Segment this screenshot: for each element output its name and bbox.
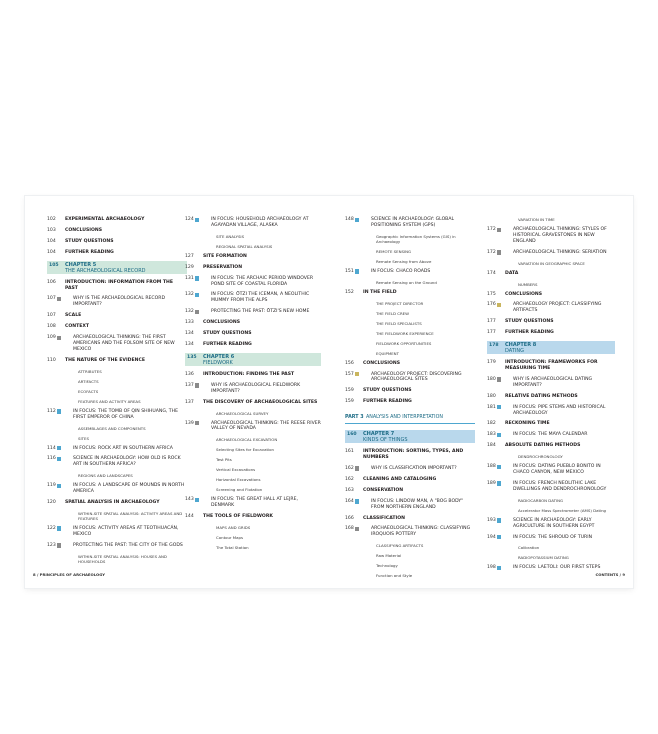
toc-entry[interactable] xyxy=(47,228,187,234)
feature-marker-icon xyxy=(195,310,199,314)
toc-subentry[interactable]: Vertical Excavations xyxy=(216,467,256,473)
toc-entry[interactable] xyxy=(185,320,321,326)
toc-entry[interactable] xyxy=(345,516,475,522)
toc-entry[interactable] xyxy=(345,361,475,367)
page-number: 177 xyxy=(487,319,496,325)
feature-marker-icon xyxy=(195,383,199,387)
feature-marker-icon xyxy=(57,526,61,530)
page-number: 137 xyxy=(185,382,194,388)
chapter-number: CHAPTER 5 xyxy=(65,261,97,268)
toc-subentry[interactable]: FEATURES AND ACTIVITY AREAS xyxy=(78,398,141,404)
toc-entry[interactable] xyxy=(47,324,187,330)
chapter-heading[interactable] xyxy=(185,353,321,366)
page-number: 194 xyxy=(487,534,496,540)
entry-title: WHY IS ARCHAEOLOGICAL FIELDWORK IMPORTANT? xyxy=(211,382,301,394)
entry-title: CONSERVATION xyxy=(363,487,404,493)
page-number: 166 xyxy=(345,515,354,521)
toc-entry[interactable] xyxy=(185,331,321,337)
page-number: 104 xyxy=(47,249,56,255)
feature-marker-icon xyxy=(195,218,199,222)
toc-column-4 xyxy=(487,217,615,576)
page-number: 162 xyxy=(345,465,354,471)
toc-subentry[interactable]: The Total Station xyxy=(216,545,249,551)
toc-entry[interactable] xyxy=(345,449,475,461)
toc-entry[interactable] xyxy=(47,409,187,421)
page-number: 180 xyxy=(487,376,496,382)
chapter-page-number: 178 xyxy=(489,343,499,349)
page-number: 189 xyxy=(487,480,496,486)
entry-title: IN FOCUS: THE TOMB OF QIN SHIHUANG, THE FIRST EMPEROR OF CHINA xyxy=(73,408,178,420)
entry-title: ARCHAEOLOGICAL THINKING: CLASSIFYING IROQUOIS POTTERY xyxy=(371,526,471,538)
toc-entry[interactable] xyxy=(345,399,475,405)
entry-title: SCIENCE IN ARCHAEOLOGY: GLOBAL POSITIONING SYSTEM (GPS) xyxy=(371,217,455,228)
toc-entry[interactable] xyxy=(47,358,187,364)
toc-entry[interactable] xyxy=(487,227,615,245)
toc-entry[interactable] xyxy=(487,518,615,530)
entry-title: INTRODUCTION: INFORMATION FROM THE PAST xyxy=(65,279,174,291)
toc-entry[interactable] xyxy=(185,254,321,260)
feature-marker-icon xyxy=(57,543,61,547)
entry-title: ARCHAEOLOGICAL THINKING: THE FIRST AMERICANS AND THE FOLSOM SITE OF NEW MEXICO xyxy=(73,335,175,352)
entry-title: FURTHER READING xyxy=(363,399,412,405)
entry-title: STUDY QUESTIONS xyxy=(203,331,252,337)
feature-marker-icon xyxy=(57,297,61,301)
entry-title: PROTECTING THE PAST: ÖTZI'S NEW HOME xyxy=(211,309,310,315)
toc-subentry[interactable]: WITHIN-SITE SPATIAL ANALYSIS: HOUSES AND HOUSEHOLDS xyxy=(78,553,167,564)
toc-subentry[interactable]: Technology xyxy=(376,563,398,569)
page-number: 163 xyxy=(345,487,354,493)
page-number: 179 xyxy=(487,360,496,366)
toc-entry[interactable] xyxy=(487,421,615,427)
page-number: 114 xyxy=(47,445,56,451)
toc-column-3 xyxy=(345,217,475,583)
toc-entry[interactable] xyxy=(487,394,615,400)
page-number: 107 xyxy=(47,296,56,302)
toc-entry[interactable] xyxy=(47,296,187,308)
entry-title: IN FOCUS: LINDOW MAN, A "BOG BODY" FROM NORTHERN ENGLAND xyxy=(371,498,464,510)
toc-subentry[interactable]: ARCHAEOLOGICAL SURVEY xyxy=(216,410,269,416)
toc-entry[interactable] xyxy=(487,377,615,389)
entry-title: IN FOCUS: THE MAYA CALENDAR xyxy=(513,432,588,438)
page-number: 198 xyxy=(487,565,496,571)
toc-subentry[interactable]: Selecting Sites for Excavation xyxy=(216,447,274,453)
page-number: 120 xyxy=(47,500,56,506)
feature-marker-icon xyxy=(497,465,501,469)
page-number: 104 xyxy=(47,238,56,244)
page-number: 188 xyxy=(487,464,496,470)
page-number: 175 xyxy=(487,291,496,297)
entry-title: WHY IS THE ARCHAEOLOGICAL RECORD IMPORTANT? xyxy=(73,296,165,308)
toc-subentry[interactable]: Remote Sensing from Above xyxy=(376,258,432,264)
feature-marker-icon xyxy=(497,405,501,409)
feature-marker-icon xyxy=(355,466,359,470)
chapter-number: CHAPTER 7 xyxy=(363,431,395,438)
toc-entry[interactable] xyxy=(185,372,321,378)
page-number: 152 xyxy=(345,289,354,295)
page-number: 137 xyxy=(185,399,194,405)
toc-entry[interactable] xyxy=(345,466,475,472)
toc-entry[interactable] xyxy=(345,477,475,483)
entry-title: SCIENCE IN ARCHAEOLOGY: HOW OLD IS ROCK ART IN SOUTHERN AFRICA? xyxy=(73,456,181,468)
feature-marker-icon xyxy=(355,527,359,531)
chapter-page-number: 135 xyxy=(187,354,197,360)
feature-marker-icon xyxy=(355,218,359,222)
entry-title: DATA xyxy=(505,270,519,276)
page-number: 139 xyxy=(185,420,194,426)
feature-marker-icon xyxy=(497,433,501,437)
entry-title: ABSOLUTE DATING METHODS xyxy=(505,443,581,449)
toc-subentry[interactable]: REMOTE SENSING xyxy=(376,248,412,254)
page-number: 109 xyxy=(47,335,56,341)
entry-title: INTRODUCTION: FINDING THE PAST xyxy=(203,371,295,377)
page-number: 102 xyxy=(47,217,56,222)
toc-subentry[interactable]: Remote Sensing on the Ground xyxy=(376,279,437,285)
page-number: 134 xyxy=(185,331,194,337)
entry-title: FURTHER READING xyxy=(505,330,554,336)
toc-entry[interactable] xyxy=(487,319,615,325)
toc-subentry[interactable]: ARTIFACTS xyxy=(78,378,99,384)
entry-title: CONCLUSIONS xyxy=(203,320,241,326)
entry-title: CONCLUSIONS xyxy=(505,291,543,297)
feature-marker-icon xyxy=(195,498,199,502)
entry-title: IN FOCUS: CHACO ROADS xyxy=(371,268,431,274)
toc-entry[interactable] xyxy=(185,265,321,271)
page-number: 131 xyxy=(185,275,194,281)
page-number: 133 xyxy=(185,320,194,326)
part-title: ANALYSIS AND INTERPRETATION xyxy=(366,415,443,421)
toc-entry[interactable] xyxy=(487,292,615,298)
feature-marker-icon xyxy=(497,566,501,570)
page-number: 177 xyxy=(487,330,496,336)
toc-entry[interactable] xyxy=(487,250,615,256)
toc-subentry[interactable]: Accelerator Mass Spectrometer (AMS) Dating xyxy=(518,507,607,513)
entry-title: IN FOCUS: ROCK ART IN SOUTHERN AFRICA xyxy=(73,445,173,451)
chapter-heading[interactable] xyxy=(47,261,187,274)
entry-title: RELATIVE DATING METHODS xyxy=(505,393,578,399)
feature-marker-icon xyxy=(355,269,359,273)
toc-entry[interactable] xyxy=(47,335,187,353)
toc-subentry[interactable]: THE FIELD SPECIALISTS xyxy=(376,320,422,326)
toc-subentry[interactable]: VARIATION IN TIME xyxy=(518,217,555,222)
feature-marker-icon xyxy=(497,250,501,254)
page-number: 107 xyxy=(47,313,56,319)
chapter-heading[interactable] xyxy=(345,430,475,443)
toc-subentry[interactable]: Test Pits xyxy=(216,457,232,463)
toc-entry[interactable] xyxy=(47,446,187,452)
chapter-title: THE ARCHAEOLOGICAL RECORD xyxy=(65,267,146,274)
entry-title: SCIENCE IN ARCHAEOLOGY: EARLY AGRICULTURE IN SOUTHERN EGYPT xyxy=(513,517,595,529)
toc-entry[interactable] xyxy=(185,421,321,433)
page-number: 182 xyxy=(487,421,496,427)
feature-marker-icon xyxy=(355,372,359,376)
page-number: 129 xyxy=(185,264,194,270)
chapter-number: CHAPTER 6 xyxy=(203,353,235,360)
feature-marker-icon xyxy=(57,446,61,450)
toc-entry[interactable] xyxy=(345,217,475,229)
entry-title: RECKONING TIME xyxy=(505,421,550,427)
toc-entry[interactable] xyxy=(487,302,615,314)
toc-entry[interactable] xyxy=(185,276,321,288)
toc-subentry[interactable]: Geographic Information Systems (GIS) in Archaeology xyxy=(376,233,456,244)
part-heading xyxy=(345,413,475,424)
feature-marker-icon xyxy=(355,499,359,503)
entry-title: THE NATURE OF THE EVIDENCE xyxy=(65,357,145,363)
page-number: 108 xyxy=(47,324,56,330)
feature-marker-icon xyxy=(497,303,501,307)
entry-title: IN FOCUS: THE GREAT HALL AT LEJRE, DENMARK xyxy=(211,497,298,509)
toc-subentry[interactable]: THE FIELDWORK EXPERIENCE xyxy=(376,330,434,336)
toc-entry[interactable] xyxy=(47,456,187,468)
page-number: 123 xyxy=(47,542,56,548)
toc-entry[interactable] xyxy=(185,217,321,229)
entry-title: IN FOCUS: HOUSEHOLD ARCHAEOLOGY AT AGAYADAN VILLAGE, ALASKA xyxy=(211,217,309,228)
footer-left: 8 / PRINCIPLES OF ARCHAEOLOGY xyxy=(33,572,106,577)
toc-entry[interactable] xyxy=(345,269,475,275)
entry-title: THE DISCOVERY OF ARCHAEOLOGICAL SITES xyxy=(203,399,318,405)
page-number: 180 xyxy=(487,393,496,399)
toc-subentry[interactable]: ECOFACTS xyxy=(78,388,99,394)
toc-subentry[interactable]: Contour Maps xyxy=(216,535,244,541)
entry-title: IN FOCUS: ÖTZI THE ICEMAN, A NEOLITHIC MUMMY FROM THE ALPS xyxy=(211,292,310,304)
toc-subentry[interactable]: SITES xyxy=(78,435,89,441)
entry-title: IN FOCUS: THE SHROUD OF TURIN xyxy=(513,534,593,540)
toc-entry[interactable] xyxy=(185,400,321,406)
page-number: 119 xyxy=(47,483,56,489)
entry-title: INTRODUCTION: SORTING, TYPES, AND NUMBERS xyxy=(363,449,464,461)
toc-entry[interactable] xyxy=(345,499,475,511)
entry-title: PROTECTING THE PAST: THE CITY OF THE GODS xyxy=(73,542,183,548)
entry-title: EXPERIMENTAL ARCHAEOLOGY xyxy=(65,217,145,222)
feature-marker-icon xyxy=(195,421,199,425)
page-number: 176 xyxy=(487,302,496,308)
chapter-title: FIELDWORK xyxy=(203,359,233,366)
toc-entry[interactable] xyxy=(47,543,187,549)
feature-marker-icon xyxy=(57,409,61,413)
entry-title: ARCHAEOLOGY PROJECT: CLASSIFYING ARTIFACTS xyxy=(513,302,602,314)
toc-subentry[interactable]: REGIONS AND LANDSCAPES xyxy=(78,473,133,479)
page-number: 112 xyxy=(47,408,56,414)
toc-subentry[interactable]: ASSEMBLAGES AND COMPONENTS xyxy=(78,425,146,431)
toc-entry[interactable] xyxy=(345,388,475,394)
entry-title: ARCHAEOLOGY PROJECT: DISCOVERING ARCHAEOLOGICAL SITES xyxy=(371,371,462,383)
entry-title: IN FOCUS: LAETOLI: OUR FIRST STEPS xyxy=(513,565,601,571)
entry-title: THE TOOLS OF FIELDWORK xyxy=(203,514,273,520)
entry-title: CONCLUSIONS xyxy=(363,360,401,366)
page-number: 159 xyxy=(345,399,354,405)
page-number: 164 xyxy=(345,498,354,504)
toc-entry[interactable] xyxy=(345,290,475,296)
toc-entry[interactable] xyxy=(47,239,187,245)
entry-title: STUDY QUESTIONS xyxy=(505,319,554,325)
entry-title: CONCLUSIONS xyxy=(65,227,103,233)
toc-entry[interactable] xyxy=(185,292,321,304)
toc-entry[interactable] xyxy=(345,372,475,384)
toc-subentry[interactable]: Calibration xyxy=(518,545,540,551)
page-number: 156 xyxy=(345,360,354,366)
feature-marker-icon xyxy=(57,484,61,488)
toc-subentry[interactable]: SITE ANALYSIS xyxy=(216,233,245,239)
toc-entry[interactable] xyxy=(487,464,615,476)
feature-marker-icon xyxy=(497,535,501,539)
entry-title: INTRODUCTION: FRAMEWORKS FOR MEASURING TIME xyxy=(505,360,598,371)
feature-marker-icon xyxy=(497,377,501,381)
page-number: 143 xyxy=(185,497,194,503)
page-number: 132 xyxy=(185,292,194,298)
page-number: 134 xyxy=(185,341,194,347)
page-number: 151 xyxy=(345,268,354,274)
feature-marker-icon xyxy=(57,457,61,461)
page-number: 122 xyxy=(47,525,56,531)
feature-marker-icon xyxy=(497,518,501,522)
page-number: 110 xyxy=(47,357,56,363)
toc-entry[interactable] xyxy=(47,500,187,506)
page-number: 172 xyxy=(487,249,496,255)
entry-title: WHY IS ARCHAEOLOGICAL DATING IMPORTANT? xyxy=(513,376,593,388)
toc-entry[interactable] xyxy=(487,271,615,277)
page-number: 136 xyxy=(185,371,194,377)
page-number: 162 xyxy=(345,476,354,482)
page-number: 183 xyxy=(487,432,496,438)
toc-entry[interactable] xyxy=(47,313,187,319)
toc-entry[interactable] xyxy=(47,280,187,292)
toc-subentry[interactable]: MAPS AND GRIDS xyxy=(216,525,251,531)
page-number: 124 xyxy=(185,217,194,222)
entry-title: IN THE FIELD xyxy=(363,289,397,295)
toc-entry[interactable] xyxy=(345,526,475,538)
toc-entry[interactable] xyxy=(47,483,187,495)
toc-subentry[interactable]: NUMBERS xyxy=(518,281,538,287)
entry-title: CLASSIFICATION xyxy=(363,515,405,521)
chapter-title: KINDS OF THINGS xyxy=(363,437,408,444)
toc-subentry[interactable]: FIELDWORK OPPORTUNITIES xyxy=(376,340,432,346)
entry-title: STUDY QUESTIONS xyxy=(65,238,114,244)
entry-title: PRESERVATION xyxy=(203,264,243,270)
entry-title: CONTEXT xyxy=(65,324,90,330)
toc-subentry[interactable]: RADIOCARBON DATING xyxy=(518,497,564,503)
page-number: 193 xyxy=(487,517,496,523)
feature-marker-icon xyxy=(195,293,199,297)
toc-subentry[interactable]: THE PROJECT DIRECTOR xyxy=(376,300,424,306)
page-number: 174 xyxy=(487,270,496,276)
toc-subentry[interactable]: Raw Material xyxy=(376,553,402,559)
page-number: 181 xyxy=(487,404,496,410)
entry-title: STUDY QUESTIONS xyxy=(363,388,412,394)
chapter-number: CHAPTER 8 xyxy=(505,342,537,349)
page-number: 144 xyxy=(185,514,194,520)
page-number: 103 xyxy=(47,227,56,233)
page-number: 157 xyxy=(345,371,354,377)
entry-title: ARCHAEOLOGICAL THINKING: SERIATION xyxy=(513,249,607,255)
toc-entry[interactable] xyxy=(185,309,321,315)
toc-entry[interactable] xyxy=(185,342,321,348)
page-number: 148 xyxy=(345,217,354,222)
chapter-page-number: 105 xyxy=(49,262,59,268)
entry-title: FURTHER READING xyxy=(203,341,252,347)
toc-subentry[interactable]: Screening and Flotation xyxy=(216,487,263,493)
page-number: 106 xyxy=(47,279,56,285)
toc-entry[interactable] xyxy=(185,497,321,509)
toc-subentry[interactable]: VARIATION IN GEOGRAPHIC SPACE xyxy=(518,260,585,266)
toc-entry[interactable] xyxy=(185,383,321,395)
feature-marker-icon xyxy=(497,228,501,232)
toc-entry[interactable] xyxy=(487,565,615,571)
toc-subentry[interactable]: WITHIN-SITE SPATIAL ANALYSIS: ACTIVITY AREAS AND FEATURES xyxy=(78,510,183,521)
page-number: 116 xyxy=(47,456,56,462)
entry-title: IN FOCUS: ACTIVITY AREAS AT TEOTIHUACÁN, MEXICO xyxy=(73,525,179,537)
entry-title: SCALE xyxy=(65,313,82,319)
chapter-heading[interactable] xyxy=(487,341,615,354)
toc-entry[interactable] xyxy=(487,443,615,449)
toc-subentry[interactable]: ARCHAEOLOGICAL EXCAVATION xyxy=(216,437,278,443)
feature-marker-icon xyxy=(57,336,61,340)
toc-column-1 xyxy=(47,217,187,569)
chapter-page-number: 160 xyxy=(347,432,357,438)
entry-title: IN FOCUS: DATING PUEBLO BONITO IN CHACO CANYON, NEW MEXICO xyxy=(513,464,601,476)
toc-entry[interactable] xyxy=(487,432,615,438)
page-number: 159 xyxy=(345,388,354,394)
page-number: 172 xyxy=(487,227,496,232)
page-number: 161 xyxy=(345,449,354,455)
feature-marker-icon xyxy=(497,481,501,485)
footer-right: CONTENTS / 9 xyxy=(595,572,625,577)
toc-subentry[interactable]: CLASSIFYING ARTIFACTS xyxy=(376,543,424,549)
toc-entry[interactable] xyxy=(487,360,615,372)
entry-title: IN FOCUS: FRENCH NEOLITHIC LAKE DWELLINGS AND DENDROCHRONOLOGY xyxy=(513,480,607,492)
toc-entry[interactable] xyxy=(487,481,615,493)
part-number: PART 3 xyxy=(345,415,364,421)
toc-entry[interactable] xyxy=(487,535,615,541)
entry-title: IN FOCUS: A LANDSCAPE OF MOUNDS IN NORTH AMERICA xyxy=(73,483,185,495)
entry-title: CLEANING AND CATALOGING xyxy=(363,476,437,482)
page-number: 184 xyxy=(487,443,496,449)
chapter-title: DATING xyxy=(505,348,524,355)
toc-entry[interactable] xyxy=(487,405,615,417)
toc-subentry[interactable]: EQUIPMENT xyxy=(376,350,399,356)
feature-marker-icon xyxy=(195,276,199,280)
toc-subentry[interactable]: THE FIELD CREW xyxy=(376,310,409,316)
toc-entry[interactable] xyxy=(345,488,475,494)
toc-subentry[interactable]: DENDROCHRONOLOGY xyxy=(518,454,563,460)
toc-subentry[interactable]: Function and Style xyxy=(376,573,413,579)
toc-subentry[interactable]: RADIOPOTASSIUM DATING xyxy=(518,555,569,561)
page-number: 132 xyxy=(185,309,194,315)
toc-subentry[interactable]: Horizontal Excavations xyxy=(216,477,261,483)
toc-entry[interactable] xyxy=(47,217,187,223)
toc-subentry[interactable]: REGIONAL SPATIAL ANALYSIS xyxy=(216,243,273,249)
entry-title: SITE FORMATION xyxy=(203,253,247,259)
toc-subentry[interactable]: ATTRIBUTES xyxy=(78,368,102,374)
book-spread xyxy=(25,196,633,588)
entry-title: ARCHAEOLOGICAL THINKING: THE REESE RIVER VALLEY OF NEVADA xyxy=(211,420,321,432)
toc-entry[interactable] xyxy=(487,330,615,336)
entry-title: FURTHER READING xyxy=(65,249,114,255)
entry-title: IN FOCUS: PIPE STEMS AND HISTORICAL ARCHAEOLOGY xyxy=(513,404,606,416)
page-number: 127 xyxy=(185,253,194,259)
entry-title: WHY IS CLASSIFICATION IMPORTANT? xyxy=(371,465,457,471)
toc-entry[interactable] xyxy=(47,526,187,538)
toc-entry[interactable] xyxy=(185,514,321,520)
entry-title: IN FOCUS: THE ARCHAIC PERIOD WINDOVER POND SITE OF COASTAL FLORIDA xyxy=(211,275,314,287)
entry-title: SPATIAL ANALYSIS IN ARCHAEOLOGY xyxy=(65,500,160,506)
toc-column-2 xyxy=(185,217,321,555)
page-number: 168 xyxy=(345,526,354,532)
entry-title: ARCHAEOLOGICAL THINKING: STYLES OF HISTORICAL GRAVESTONES IN NEW ENGLAND xyxy=(513,227,607,244)
toc-entry[interactable] xyxy=(47,250,187,256)
